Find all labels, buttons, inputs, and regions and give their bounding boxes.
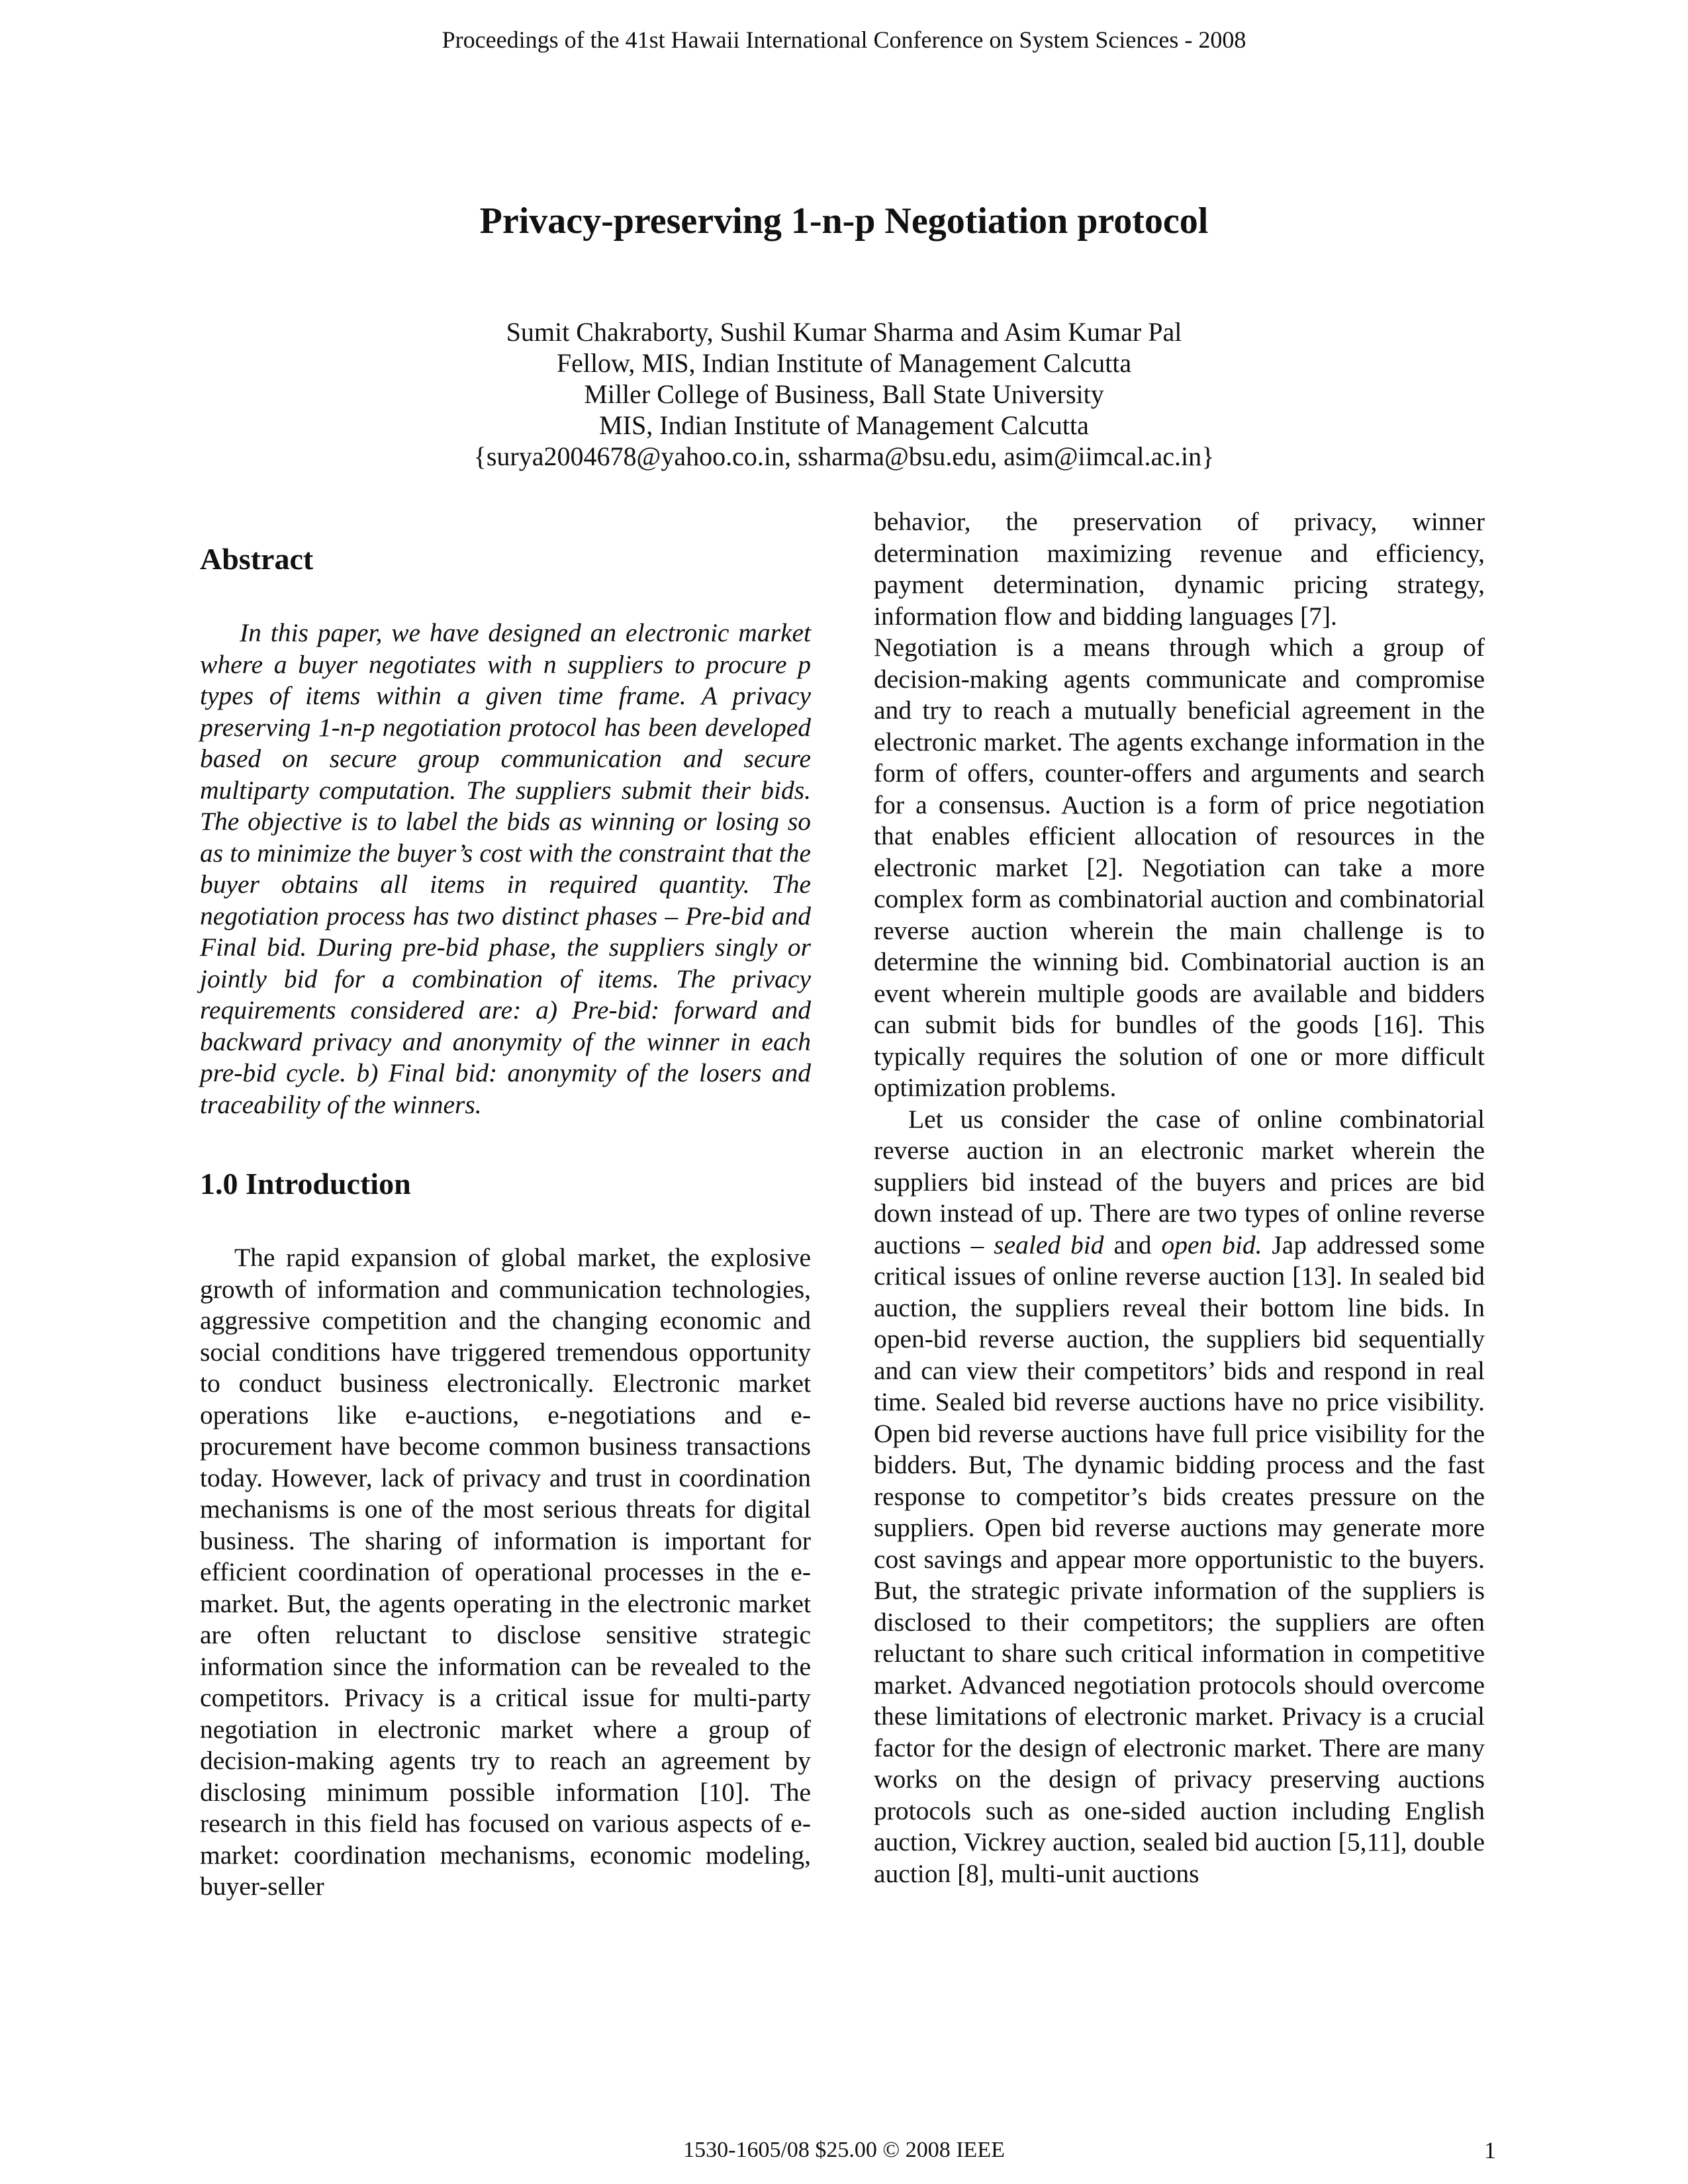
paper-title: Privacy-preserving 1-n-p Negotiation protocol xyxy=(479,201,1209,242)
copyright-footer: 1530-1605/08 $25.00 © 2008 IEEE xyxy=(683,2138,1005,2162)
right-column xyxy=(874,506,1485,1889)
sealed-bid-term: sealed bid xyxy=(994,1230,1104,1259)
abstract-heading: Abstract xyxy=(200,542,314,576)
author-block xyxy=(0,316,1688,472)
online-auction-text-end: Jap addressed some critical issues of online reverse auction [13]. In sealed bid auction, the suppliers reveal their bottom line bids. In open-bid reverse auction, the suppliers bid sequentially and can view their competitors’ bids and respond in real time. Sealed bid reverse auctions have no price visibility. Open bid reverse auctions have full price visibility for the bidders. But, The dynamic bidding process and the fast response to competitor’s bids creates pressure on the suppliers. Open bid reverse auctions may generate more cost savings and appear more opportunistic to the buyers. But, the strategic private information of the suppliers is disclosed to their competitors; the suppliers are often reluctant to share such critical information in competitive market. Advanced negotiation protocols should overcome these limitations of electronic market. Privacy is a crucial factor for the design of electronic market. There are many works on the design of privacy preserving auctions protocols such as one-sided auction including English auction, Vickrey auction, sealed bid auction [5,11], double auction [8], multi-unit auctions xyxy=(874,1230,1485,1888)
introduction-paragraph: The rapid expansion of global market, the explosive growth of information and communication technologies, aggressive competition and the changing economic and social conditions have triggered tremendous opportunity to conduct business electronically. Electronic market operations like e-auctions, e-negotiations and e-procurement have become common business transactions today. However, lack of privacy and trust in coordination mechanisms is one of the most serious threats for digital business. The sharing of information is important for efficient coordination of operational processes in the e-market. But, the agents operating in the electronic market are often reluctant to disclose sensitive strategic information since the information can be revealed to the competitors. Privacy is a critical issue for multi-party negotiation in electronic market where a group of decision-making agents try to reach an agreement by disclosing minimum possible information [10]. The research in this field has focused on various aspects of e-market: coordination mechanisms, economic modeling, buyer-seller xyxy=(200,1243,811,1901)
online-auction-text-start: Let us consider the case of online combinatorial reverse auction in an electronic market wherein the suppliers bid instead of the buyers and prices are bid down instead of up. There are two types of online reverse auctions – xyxy=(874,1104,1485,1259)
continued-paragraph: behavior, the preservation of privacy, winner determination maximizing revenue and efficiency, payment determination, dynamic pricing strategy, information flow and bidding languages [7]. xyxy=(874,507,1485,631)
negotiation-paragraph: Negotiation is a means through which a group of decision-making agents communicate and compromise and try to reach a mutually beneficial agreement in the electronic market. The agents exchange information in the form of offers, counter-offers and arguments and search for a consensus. Auction is a form of price negotiation that enables efficient allocation of resources in the electronic market [2]. Negotiation can take a more complex form as combinatorial auction and combinatorial reverse auction wherein the main challenge is to determine the winning bid. Combinatorial auction is an event wherein multiple goods are available and bidders can submit bids for bundles of the goods [16]. This typically requires the solution of one or more difficult optimization problems. xyxy=(874,633,1485,1102)
author-affiliation-2: Miller College of Business, Ball State University xyxy=(584,379,1104,409)
author-affiliation-3: MIS, Indian Institute of Management Calcutta xyxy=(599,410,1089,440)
online-auction-paragraph xyxy=(874,1104,1485,1890)
author-affiliation-1: Fellow, MIS, Indian Institute of Management Calcutta xyxy=(556,348,1132,378)
and-word: and xyxy=(1113,1230,1152,1259)
abstract-text: In this paper, we have designed an electronic market where a buyer negotiates with n suppliers to procure p types of items within a given time frame. A privacy preserving 1-n-p negotiation protocol has been developed based on secure group communication and secure multiparty computation. The suppliers submit their bids. The objective is to label the bids as winning or losing so as to minimize the buyer’s cost with the constraint that the buyer obtains all items in required quantity. The negotiation process has two distinct phases – Pre-bid and Final bid. During pre-bid phase, the suppliers singly or jointly bid for a combination of items. The privacy requirements considered are: a) Pre-bid: forward and backward privacy and anonymity of the winner in each pre-bid cycle. b) Final bid: anonymity of the losers and traceability of the winners. xyxy=(200,618,811,1119)
page-number: 1 xyxy=(1484,2137,1496,2163)
introduction-heading: 1.0 Introduction xyxy=(200,1167,411,1201)
author-emails: {surya2004678@yahoo.co.in, ssharma@bsu.edu, asim@iimcal.ac.in} xyxy=(473,441,1215,471)
open-bid-term: open bid. xyxy=(1161,1230,1262,1259)
running-header: Proceedings of the 41st Hawaii International Conference on System Sciences - 2008 xyxy=(442,26,1246,53)
left-column xyxy=(200,506,811,1903)
author-names: Sumit Chakraborty, Sushil Kumar Sharma and Asim Kumar Pal xyxy=(506,317,1182,347)
